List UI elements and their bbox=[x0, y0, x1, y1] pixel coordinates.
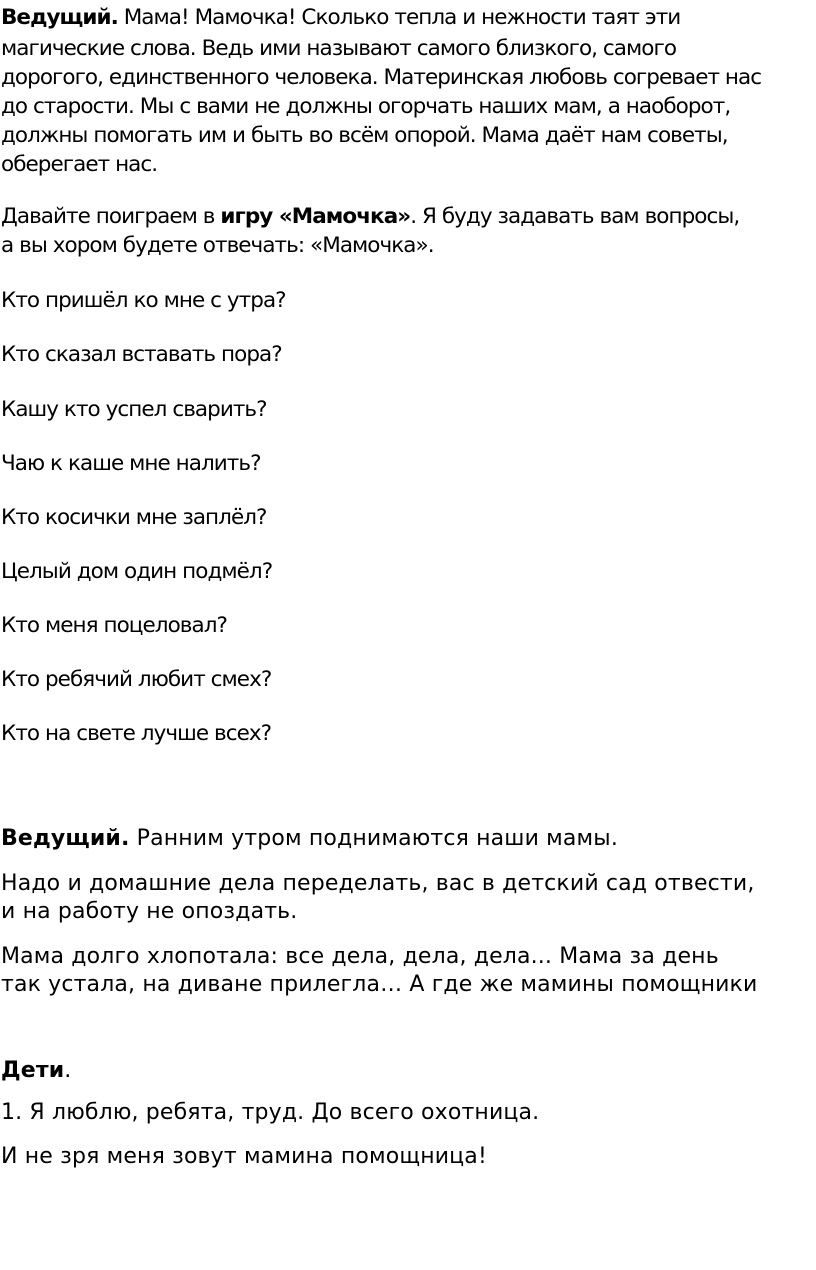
para2-line-2: и на работу не опоздать. bbox=[1, 899, 298, 924]
question-3: Кашу кто успел сварить? bbox=[1, 397, 267, 422]
intro-line-2: магические слова. Ведь ими называют самого близкого, самого bbox=[1, 36, 677, 61]
intro-line-1 bbox=[1, 4, 680, 31]
intro-line-6: оберегает нас. bbox=[1, 152, 158, 177]
speaker-label: Ведущий. bbox=[1, 826, 130, 851]
question-7: Кто меня поцеловал? bbox=[1, 613, 227, 638]
question-4: Чаю к каше мне налить? bbox=[1, 451, 261, 476]
question-6: Целый дом один подмёл? bbox=[1, 559, 273, 584]
game-line-2: а вы хором будете отвечать: «Мамочка». bbox=[1, 233, 434, 258]
intro-line-5: должны помогать им и быть во всём опорой. Мама даёт нам советы, bbox=[1, 123, 728, 148]
question-9: Кто на свете лучше всех? bbox=[1, 721, 272, 746]
para3-line-1: Мама долго хлопотала: все дела, дела, дела... Мама за день bbox=[1, 944, 719, 969]
question-5: Кто косички мне заплёл? bbox=[1, 505, 267, 530]
intro-line-4: до старости. Мы с вами не должны огорчать наших мам, а наоборот, bbox=[1, 94, 731, 119]
game-line-1 bbox=[1, 203, 739, 230]
intro-line-3: дорогого, единственного человека. Материнская любовь согревает нас bbox=[1, 65, 762, 90]
speaker-label: Ведущий. bbox=[1, 5, 118, 30]
intro-text: Мама! Мамочка! Сколько тепла и нежности таят эти bbox=[117, 5, 681, 30]
question-1: Кто пришёл ко мне с утра? bbox=[1, 288, 286, 313]
para2-line-1: Надо и домашние дела переделать, вас в детский сад отвести, bbox=[1, 871, 755, 896]
para3-line-2: так устала, на диване прилегла… А где же мамины помощники bbox=[1, 972, 758, 997]
game-text-before: Давайте поиграем в bbox=[1, 204, 221, 229]
children-punct: . bbox=[64, 1058, 72, 1083]
verse-line-2: И не зря меня зовут мамина помощница! bbox=[1, 1144, 487, 1169]
game-text-after: . Я буду задавать вам вопросы, bbox=[410, 204, 740, 229]
speaker-text: Ранним утром поднимаются наши мамы. bbox=[129, 826, 618, 851]
section2-speaker-line bbox=[1, 825, 618, 853]
question-2: Кто сказал вставать пора? bbox=[1, 342, 282, 367]
children-label: Дети bbox=[1, 1058, 65, 1083]
question-8: Кто ребячий любит смех? bbox=[1, 667, 272, 692]
verse-line-1: 1. Я люблю, ребята, труд. До всего охотница. bbox=[1, 1100, 540, 1125]
game-title: игру «Мамочка» bbox=[220, 204, 411, 229]
children-label-line bbox=[1, 1057, 71, 1085]
